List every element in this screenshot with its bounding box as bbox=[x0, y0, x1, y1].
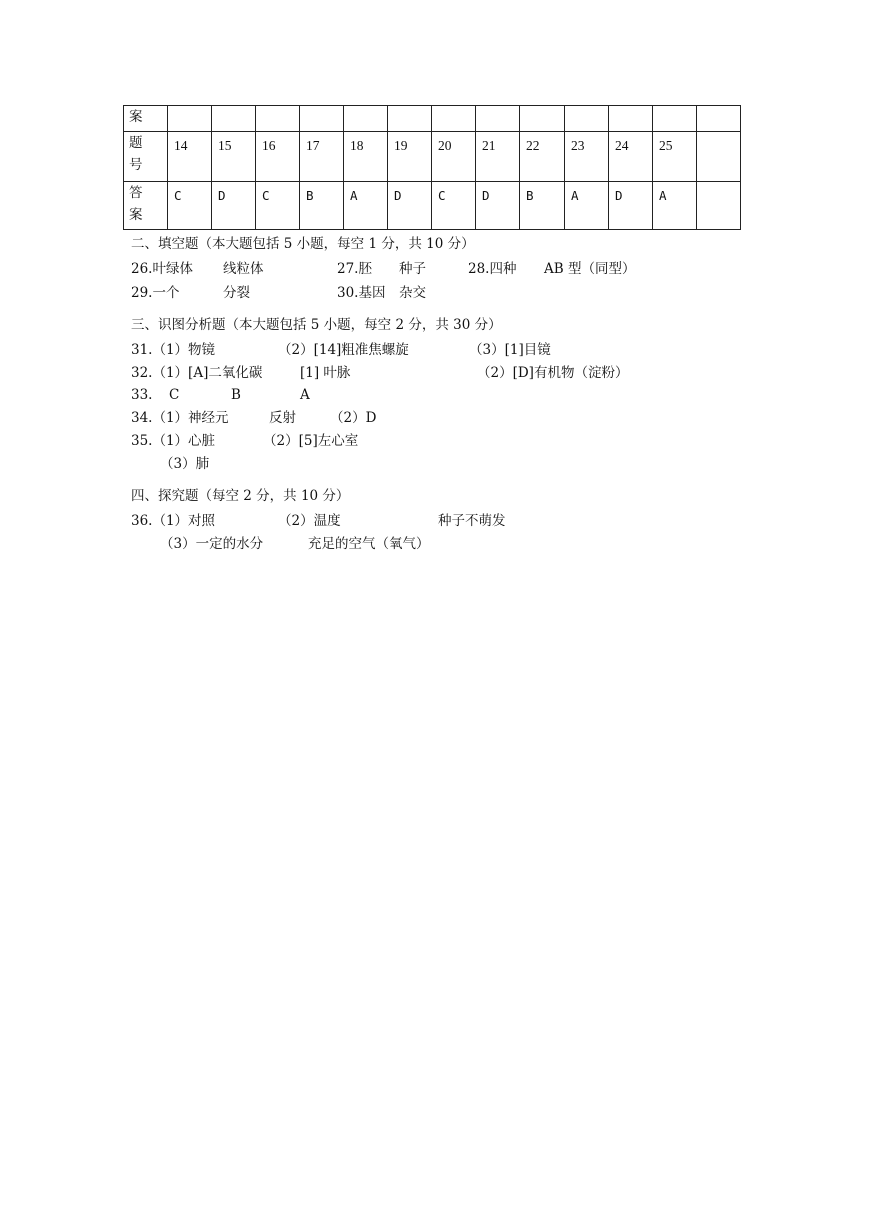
answer-33-c: B bbox=[231, 387, 241, 403]
label-char: 号 bbox=[129, 157, 143, 173]
question-number-cell: 22 bbox=[520, 132, 565, 182]
section3-heading: 三、识图分析题（本大题包括 5 小题，每空 2 分，共 30 分） bbox=[131, 317, 502, 333]
answer-cell: D bbox=[388, 182, 432, 230]
answer-cell: D bbox=[609, 182, 653, 230]
label-char: 案 bbox=[129, 207, 143, 223]
answer-28-b: AB 型（同型） bbox=[544, 261, 636, 277]
answer-cell: A bbox=[565, 182, 609, 230]
section2-heading: 二、填空题（本大题包括 5 小题，每空 1 分，共 10 分） bbox=[131, 236, 475, 252]
table-row-question-numbers bbox=[124, 132, 741, 182]
answer-26-b: 线粒体 bbox=[223, 261, 264, 277]
answer-34-a: 34.（1）神经元 bbox=[131, 410, 229, 426]
answer-29: 29.一个 bbox=[131, 285, 180, 301]
answer-label bbox=[124, 182, 168, 230]
empty-cell bbox=[697, 106, 741, 132]
answer-31-c: （3）[1]目镜 bbox=[469, 342, 551, 358]
empty-cell bbox=[609, 106, 653, 132]
question-number-cell: 20 bbox=[432, 132, 476, 182]
question-number-cell: 24 bbox=[609, 132, 653, 182]
answer-cell: C bbox=[168, 182, 212, 230]
row-label-cell: 案 bbox=[124, 106, 168, 132]
answer-cell: C bbox=[432, 182, 476, 230]
question-number-cell: 16 bbox=[256, 132, 300, 182]
empty-cell bbox=[300, 106, 344, 132]
question-number-cell: 18 bbox=[344, 132, 388, 182]
question-number-cell: 17 bbox=[300, 132, 344, 182]
answer-cell: B bbox=[300, 182, 344, 230]
answer-33-d: A bbox=[300, 387, 310, 403]
answer-35-a: 35.（1）心脏 bbox=[131, 433, 216, 449]
answer-cell: C bbox=[256, 182, 300, 230]
answer-35-c: （3）肺 bbox=[160, 456, 210, 472]
label-char: 题 bbox=[129, 135, 143, 151]
answer-34-c: （2）D bbox=[330, 410, 377, 426]
answer-32-c: （2）[D]有机物（淀粉） bbox=[477, 365, 629, 381]
answer-30: 30.基因 bbox=[337, 285, 386, 301]
answer-cell: B bbox=[520, 182, 565, 230]
answer-36-b: （2）温度 bbox=[278, 513, 341, 529]
answer-27-b: 种子 bbox=[399, 261, 426, 277]
answer-cell: A bbox=[344, 182, 388, 230]
answer-cell: D bbox=[212, 182, 256, 230]
empty-cell bbox=[168, 106, 212, 132]
answer-table bbox=[123, 105, 741, 230]
question-number-cell: 25 bbox=[653, 132, 697, 182]
empty-cell bbox=[432, 106, 476, 132]
question-number-cell: 21 bbox=[476, 132, 520, 182]
question-number-cell: 14 bbox=[168, 132, 212, 182]
section4-heading: 四、探究题（每空 2 分，共 10 分） bbox=[131, 488, 350, 504]
answer-28: 28.四种 bbox=[468, 261, 517, 277]
answer-32-a: 32.（1）[A]二氧化碳 bbox=[131, 365, 263, 381]
answer-31-b: （2）[14]粗准焦螺旋 bbox=[278, 342, 409, 358]
answer-31-a: 31.（1）物镜 bbox=[131, 342, 216, 358]
answer-cell: D bbox=[476, 182, 520, 230]
answer-36-d: （3）一定的水分 bbox=[160, 536, 264, 552]
empty-cell bbox=[653, 106, 697, 132]
empty-cell bbox=[256, 106, 300, 132]
empty-cell bbox=[344, 106, 388, 132]
question-number-cell bbox=[697, 132, 741, 182]
empty-cell bbox=[476, 106, 520, 132]
answer-26: 26.叶绿体 bbox=[131, 261, 193, 277]
answer-34-b: 反射 bbox=[269, 410, 296, 426]
answer-36-e: 充足的空气（氧气） bbox=[308, 536, 430, 552]
answer-33-num: 33. bbox=[131, 387, 153, 403]
answer-32-b: [1] 叶脉 bbox=[300, 365, 351, 381]
answer-35-b: （2）[5]左心室 bbox=[263, 433, 359, 449]
answer-30-b: 杂交 bbox=[399, 285, 426, 301]
answer-29-b: 分裂 bbox=[223, 285, 250, 301]
question-number-cell: 23 bbox=[565, 132, 609, 182]
answer-33-b: C bbox=[169, 387, 180, 403]
question-number-label bbox=[124, 132, 168, 182]
answer-cell: A bbox=[653, 182, 697, 230]
answer-36-a: 36.（1）对照 bbox=[131, 513, 216, 529]
question-number-cell: 15 bbox=[212, 132, 256, 182]
label-char: 答 bbox=[129, 185, 143, 201]
empty-cell bbox=[388, 106, 432, 132]
answer-27: 27.胚 bbox=[337, 261, 372, 277]
question-number-cell: 19 bbox=[388, 132, 432, 182]
empty-cell bbox=[565, 106, 609, 132]
empty-cell bbox=[212, 106, 256, 132]
empty-cell bbox=[520, 106, 565, 132]
answer-cell bbox=[697, 182, 741, 230]
answer-36-c: 种子不萌发 bbox=[438, 513, 506, 529]
table-row-partial bbox=[124, 106, 741, 132]
table-row-answers bbox=[124, 182, 741, 230]
